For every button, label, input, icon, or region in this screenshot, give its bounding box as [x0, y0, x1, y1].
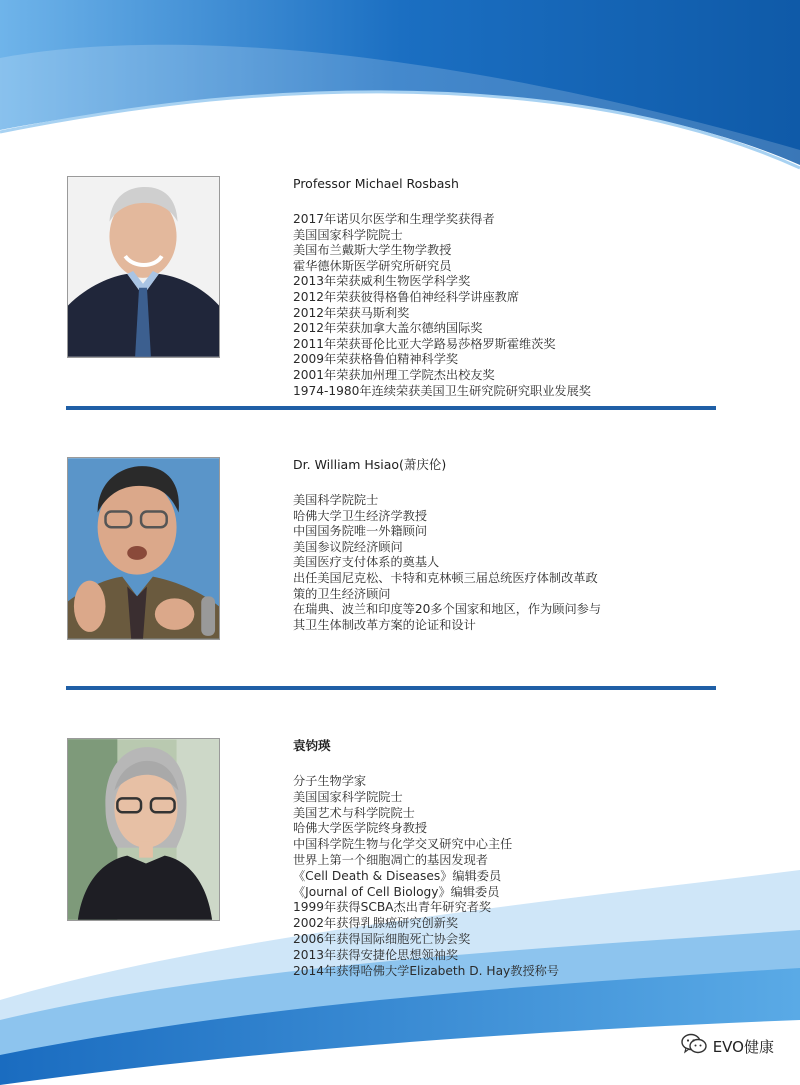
- portrait-photo-yuan: [67, 738, 220, 921]
- credential-line: 2006年获得国际细胞死亡协会奖: [293, 931, 471, 946]
- profile-credentials: [293, 212, 693, 399]
- credential-line: 世界上第一个细胞凋亡的基因发现者: [293, 852, 488, 867]
- portrait-photo-hsiao: [67, 457, 220, 640]
- credential-line: 中国国务院唯一外籍顾问: [293, 524, 428, 539]
- credential-line: 2012年荣获彼得格鲁伯神经科学讲座教席: [293, 289, 520, 304]
- profile-credentials: [293, 774, 693, 979]
- credential-line: 2002年获得乳腺癌研究创新奖: [293, 916, 459, 931]
- credential-line: 1999年获得SCBA杰出青年研究者奖: [293, 900, 492, 915]
- credential-line: 美国国家科学院院士: [293, 227, 403, 242]
- credential-line: 美国参议院经济顾问: [293, 539, 403, 554]
- credential-line: 其卫生体制改革方案的论证和设计: [293, 617, 476, 632]
- credential-line: 美国布兰戴斯大学生物学教授: [293, 243, 452, 258]
- credential-line: 美国艺术与科学院院士: [293, 805, 415, 820]
- portrait-photo-rosbash: [67, 176, 220, 358]
- credential-line: 策的卫生经济顾问: [293, 586, 391, 601]
- credential-line: 2013年获得安捷伦思想领袖奖: [293, 947, 459, 962]
- credential-line: 2014年获得哈佛大学Elizabeth D. Hay教授称号: [293, 963, 560, 978]
- credential-line: 2017年诺贝尔医学和生理学奖获得者: [293, 212, 495, 226]
- credential-line: 2012年荣获加拿大盖尔德纳国际奖: [293, 321, 483, 336]
- credential-line: 分子生物学家: [293, 774, 367, 788]
- section-divider: [66, 406, 716, 410]
- credential-line: 在瑞典、波兰和印度等20多个国家和地区，作为顾问参与: [293, 602, 602, 617]
- profile-name: Professor Michael Rosbash: [293, 176, 459, 191]
- watermark-text: EVO健康: [712, 1037, 774, 1056]
- credential-line: 霍华德休斯医学研究所研究员: [293, 258, 452, 273]
- wechat-icon: [681, 1033, 707, 1059]
- credential-line: 2001年荣获加州理工学院杰出校友奖: [293, 367, 495, 382]
- credential-line: 2011年荣获哥伦比亚大学路易莎格罗斯霍维茨奖: [293, 336, 556, 351]
- watermark: [681, 1033, 774, 1059]
- credential-line: 1974-1980年连续荣获美国卫生研究院研究职业发展奖: [293, 383, 591, 398]
- credential-line: 美国国家科学院院士: [293, 789, 403, 804]
- section-divider: [66, 686, 716, 690]
- portrait-illustration: [68, 177, 219, 357]
- portrait-illustration: [68, 739, 219, 920]
- credential-line: 《Journal of Cell Biology》编辑委员: [293, 884, 500, 899]
- profile-name: 袁钧瑛: [293, 738, 331, 753]
- credential-line: 《Cell Death & Diseases》编辑委员: [293, 868, 502, 883]
- credential-line: 出任美国尼克松、卡特和克林顿三届总统医疗体制改革政: [293, 570, 598, 585]
- credential-line: 2009年荣获格鲁伯精神科学奖: [293, 352, 459, 367]
- profile-credentials: [293, 493, 693, 633]
- credential-line: 美国医疗支付体系的奠基人: [293, 555, 440, 570]
- credential-line: 哈佛大学卫生经济学教授: [293, 508, 428, 523]
- credential-line: 美国科学院院士: [293, 493, 379, 507]
- portrait-illustration: [68, 458, 219, 639]
- profile-name: Dr. William Hsiao(萧庆伦): [293, 457, 447, 472]
- credential-line: 2012年荣获马斯利奖: [293, 305, 410, 320]
- credential-line: 中国科学院生物与化学交叉研究中心主任: [293, 837, 513, 852]
- credential-line: 哈佛大学医学院终身教授: [293, 821, 428, 836]
- credential-line: 2013年荣获威利生物医学科学奖: [293, 274, 471, 289]
